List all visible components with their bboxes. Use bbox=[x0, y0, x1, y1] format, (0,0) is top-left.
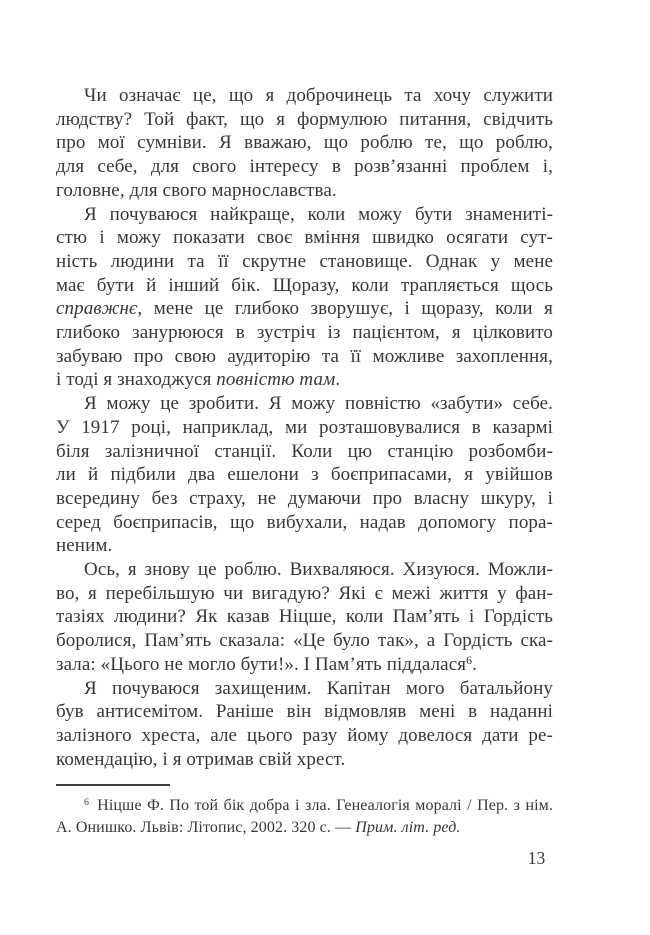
text-segment: Я почуваюся найкраще, коли можу бути знамениті- bbox=[84, 203, 553, 225]
body-text bbox=[56, 84, 553, 771]
body-text-line bbox=[56, 463, 553, 487]
text-segment: людству? Той факт, що я формулюю питання, свідчить bbox=[56, 108, 553, 130]
body-text-line bbox=[56, 511, 553, 535]
body-text-line bbox=[56, 748, 553, 772]
body-text-line bbox=[56, 677, 553, 701]
body-text-line bbox=[56, 84, 553, 108]
text-segment: залізного хреста, але цього разу йому довелося дати ре- bbox=[56, 724, 553, 746]
paragraph bbox=[56, 677, 553, 772]
text-segment: всередину без страху, не думаючи про власну шкуру, і bbox=[56, 487, 553, 509]
body-text-line bbox=[56, 416, 553, 440]
body-text-line bbox=[56, 250, 553, 274]
text-segment: ли й підбили два ешелони з боєприпасами, я увійшов bbox=[56, 464, 553, 486]
text-segment: головне, для свого марнославства. bbox=[56, 179, 337, 201]
text-segment: боролися, Пам’ять сказала: «Це було так», а Гордість ска- bbox=[56, 630, 553, 652]
body-text-line bbox=[56, 392, 553, 416]
body-text-line bbox=[56, 274, 553, 298]
text-segment: для себе, для свого інтересу в розв’язанні проблем і, bbox=[56, 156, 553, 178]
paragraph bbox=[56, 392, 553, 558]
italic-text-segment: повністю там bbox=[216, 369, 336, 391]
text-segment: комендацію, і я отримав свій хрест. bbox=[56, 748, 346, 770]
body-text-line bbox=[56, 131, 553, 155]
text-segment: во, я перебільшую чи вигадую? Які є межі життя у фан- bbox=[56, 582, 553, 604]
text-segment: стю і можу показати своє вміння швидко осягати сут- bbox=[56, 227, 553, 249]
text-segment: зала: «Цього не могло бути!». І Пам’ять піддалася bbox=[56, 653, 467, 675]
text-segment: ність людини та її скрутне становище. Однак у мене bbox=[56, 250, 553, 272]
footnote bbox=[56, 795, 553, 838]
text-segment: А. Онишко. Львів: Літопис, 2002. 320 с. — bbox=[56, 818, 356, 836]
paragraph bbox=[56, 795, 553, 838]
text-segment: Я можу це зробити. Я можу повністю «забути» себе. bbox=[84, 393, 553, 415]
footnote-divider bbox=[56, 784, 170, 786]
text-segment: Ось, я знову це роблю. Вихваляюся. Хизуюся. Можли- bbox=[84, 559, 553, 581]
body-text-line bbox=[56, 724, 553, 748]
body-text-line bbox=[56, 368, 553, 392]
body-text-line bbox=[56, 582, 553, 606]
body-text-line bbox=[56, 605, 553, 629]
body-text-line bbox=[56, 700, 553, 724]
paragraph bbox=[56, 203, 553, 393]
text-segment: забуваю про свою аудиторію та її можливе захоплення, bbox=[56, 345, 553, 367]
paragraph bbox=[56, 558, 553, 677]
body-text-line bbox=[56, 487, 553, 511]
text-segment: . bbox=[472, 653, 477, 675]
footnote-reference-superscript: 6 bbox=[84, 797, 90, 809]
body-text-line bbox=[56, 345, 553, 369]
text-segment: Ніцше Ф. По той бік добра і зла. Генеалогія моралі / Пер. з нім. bbox=[89, 797, 553, 814]
body-text-line bbox=[56, 534, 553, 558]
italic-text-segment: Прим. літ. ред. bbox=[355, 818, 461, 836]
text-segment: Я почуваюся захищеним. Капітан мого батальйону bbox=[84, 677, 553, 699]
text-segment: біля залізничної станції. Коли цю станцію розбомби- bbox=[56, 440, 553, 462]
body-text-line bbox=[56, 203, 553, 227]
body-text-line bbox=[56, 653, 553, 677]
footnote-line bbox=[56, 817, 553, 839]
body-text-line bbox=[56, 297, 553, 321]
paragraph bbox=[56, 84, 553, 203]
body-text-line bbox=[56, 155, 553, 179]
text-segment: був антисемітом. Раніше він відмовляв мені в наданні bbox=[56, 701, 553, 723]
text-segment: і тоді я знаходжуся bbox=[56, 369, 217, 391]
body-text-line bbox=[56, 108, 553, 132]
body-text-line bbox=[56, 558, 553, 582]
text-segment: . bbox=[335, 369, 341, 391]
footnote-reference-superscript: 6 bbox=[466, 654, 473, 667]
italic-text-segment: справжнє bbox=[56, 298, 138, 320]
text-segment: неним. bbox=[56, 535, 113, 557]
text-segment: серед боєприпасів, що вибухали, надав допомогу пора- bbox=[56, 511, 553, 533]
body-text-line bbox=[56, 321, 553, 345]
text-segment: У 1917 році, наприклад, ми розташовувалися в казармі bbox=[56, 416, 553, 438]
body-text-line bbox=[56, 226, 553, 250]
text-segment: , мене це глибоко зворушує, і щоразу, коли я bbox=[137, 298, 553, 320]
body-text-line bbox=[56, 179, 553, 203]
text-segment: про мої сумніви. Я вважаю, що роблю те, що роблю, bbox=[56, 132, 553, 154]
text-segment: глибоко занурююся в зустріч із пацієнтом, я цілковито bbox=[56, 322, 553, 344]
body-text-line bbox=[56, 629, 553, 653]
text-segment: має бути й інший бік. Щоразу, коли трапляється щось bbox=[56, 274, 553, 296]
footnote-line bbox=[56, 795, 553, 817]
text-segment: Чи означає це, що я доброчинець та хочу служити bbox=[84, 85, 553, 106]
text-segment: тазіях людини? Як казав Ніцше, коли Пам’ять і Гордість bbox=[56, 606, 553, 628]
page-number: 13 bbox=[527, 848, 546, 868]
body-text-line bbox=[56, 440, 553, 464]
